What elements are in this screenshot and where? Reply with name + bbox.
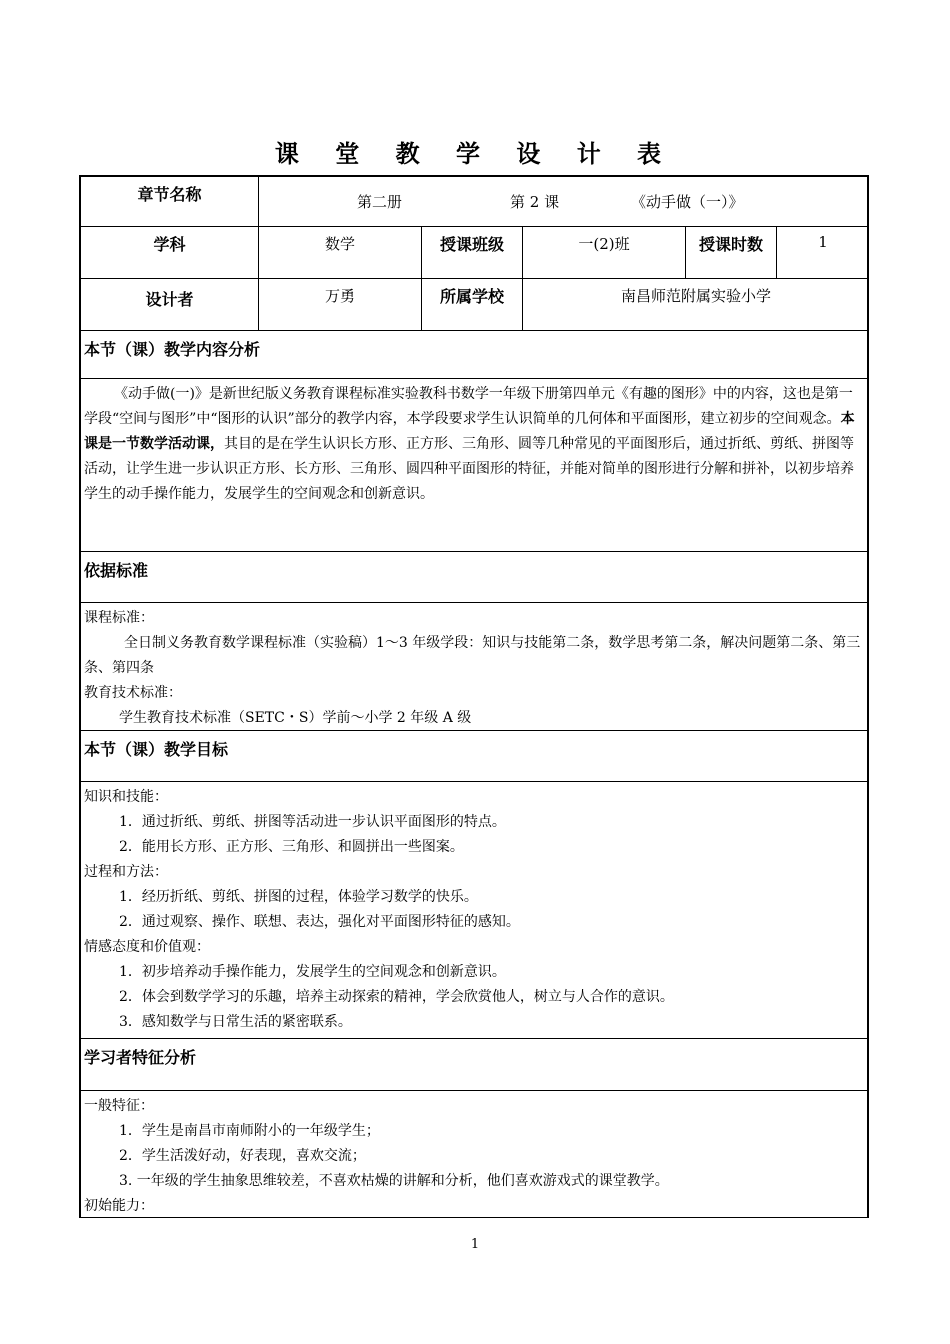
knowledge-item: 1．通过折纸、剪纸、拼图等活动进一步认识平面图形的特点。: [119, 814, 506, 830]
subject-label: 学科: [153, 235, 186, 254]
subject-row: [81, 226, 867, 278]
content-analysis-emphasis: 本课是一节数学活动课，: [84, 411, 855, 452]
tech-standard-text: 学生教育技术标准（SETC・S）学前～小学 2 年级 A 级: [119, 710, 472, 726]
tech-standard-label: 教育技术标准：: [84, 685, 182, 701]
standards-heading: 依据标准: [81, 551, 867, 602]
chapter-lesson: 第 2 课: [510, 193, 560, 211]
content-analysis-heading: 本节（课）教学内容分析: [81, 330, 867, 378]
emotion-label: 情感态度和价值观：: [84, 939, 210, 955]
chapter-book: 第二册: [357, 193, 403, 211]
process-item: 1．经历折纸、剪纸、拼图的过程，体验学习数学的快乐。: [119, 889, 478, 905]
designer-value: 万勇: [258, 279, 421, 330]
school-label: 所属学校: [421, 279, 522, 330]
knowledge-label: 知识和技能：: [84, 789, 168, 805]
course-standard-label: 课程标准：: [84, 610, 154, 626]
emotion-item: 2．体会到数学学习的乐趣，培养主动探索的精神，学会欣赏他人，树立与人合作的意识。: [119, 989, 674, 1005]
chapter-value-cell: [258, 177, 869, 226]
general-label: 一般特征：: [84, 1098, 154, 1114]
hours-label: 授课时数: [685, 227, 776, 278]
learners-heading: 学习者特征分析: [81, 1038, 867, 1090]
school-value: 南昌师范附属实验小学: [522, 279, 869, 330]
initial-label: 初始能力：: [84, 1198, 154, 1214]
page-number: 1: [470, 1237, 480, 1252]
process-item: 2．通过观察、操作、联想、表达，强化对平面图形特征的感知。: [119, 914, 520, 930]
class-label: 授课班级: [421, 227, 522, 278]
designer-label: 设计者: [145, 290, 194, 309]
objectives-heading: 本节（课）教学目标: [81, 730, 867, 781]
standards-body: [81, 602, 867, 730]
document-title: 课 堂 教 学 设 计 表: [274, 140, 676, 168]
chapter-row: [81, 177, 867, 226]
subject-value: 数学: [258, 227, 421, 278]
general-item: 1．学生是南昌市南师附小的一年级学生；: [119, 1123, 380, 1139]
general-item: 2．学生活泼好动，好表现，喜欢交流；: [119, 1148, 366, 1164]
chapter-name: 《动手做（一）》: [631, 193, 744, 211]
design-table: [79, 175, 869, 1218]
knowledge-item: 2．能用长方形、正方形、三角形、和圆拼出一些图案。: [119, 839, 464, 855]
objectives-body: [81, 781, 867, 1038]
designer-row: [81, 278, 867, 330]
content-analysis-body: [81, 378, 867, 551]
emotion-item: 1．初步培养动手操作能力，发展学生的空间观念和创新意识。: [119, 964, 506, 980]
process-label: 过程和方法：: [84, 864, 168, 880]
chapter-label: 章节名称: [137, 185, 202, 204]
hours-value: 1: [776, 227, 869, 278]
class-value: 一(2)班: [522, 227, 685, 278]
emotion-item: 3．感知数学与日常生活的紧密联系。: [119, 1014, 352, 1030]
content-analysis-paragraph: 《动手做(一)》是新世纪版义务教育课程标准实验教科书数学一年级下册第四单元《有趣的图形》中的内容，这也是第一学段“空间与图形”中“图形的认识”部分的教学内容，本学段要求学生认识简单的几何体和平面图形，建立初步的空间观念。本课是一节数学活动课，其目的是在学生认识长方形、正方形、三角形、圆等几种常见的平面图形后，通过折纸、剪纸、拼图等活动，让学生进一步认识正方形、长方形、三角形、圆四种平面图形的特征，并能对简单的图形进行分解和拼补，以初步培养学生的动手操作能力，发展学生的空间观念和创新意识。: [84, 386, 855, 502]
general-item: 3. 一年级的学生抽象思维较差，不喜欢枯燥的讲解和分析，他们喜欢游戏式的课堂教学。: [119, 1173, 669, 1189]
course-standard-text: 全日制义务教育数学课程标准（实验稿）1～3 年级学段：知识与技能第二条，数学思考第二条，解决问题第二条、第三条、第四条: [84, 635, 861, 676]
learners-body: [81, 1090, 867, 1218]
